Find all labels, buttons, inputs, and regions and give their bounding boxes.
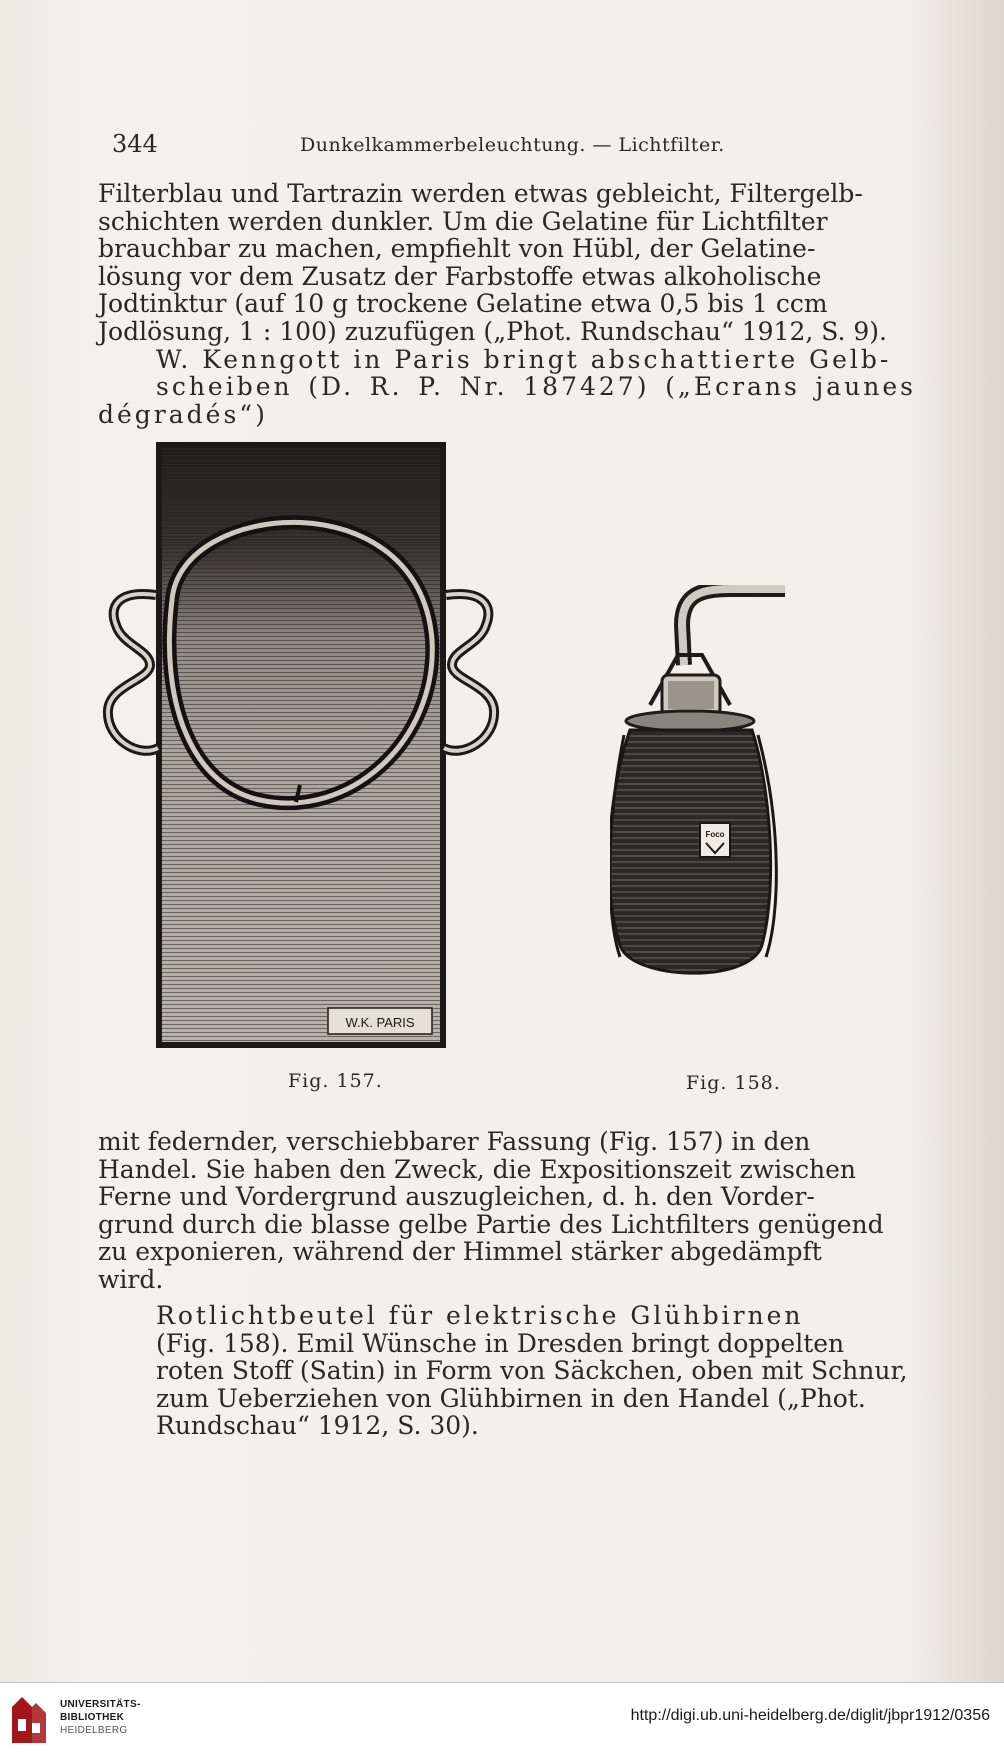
plate-label: W.K. PARIS bbox=[345, 1015, 415, 1030]
text-block-middle bbox=[98, 1128, 916, 1294]
figure-158 bbox=[610, 585, 900, 1060]
library-logo-icon bbox=[8, 1693, 52, 1745]
caption-fig-157: Fig. 157. bbox=[288, 1070, 383, 1092]
running-title: Dunkelkammerbeleuchtung. — Lichtfilter. bbox=[300, 134, 725, 156]
caption-fig-158: Fig. 158. bbox=[686, 1072, 781, 1094]
bulb-bag-illustration bbox=[610, 585, 900, 1060]
text-block-bottom bbox=[98, 1302, 916, 1440]
filter-holder-illustration bbox=[100, 440, 550, 1060]
library-name: UNIVERSITÄTS- BIBLIOTHEK HEIDELBERG bbox=[60, 1699, 141, 1736]
paragraph-3: mit federnder, verschiebbarer Fassung (Fig. 157) in den Handel. Sie haben den Zweck, die Expositionszeit zwischen Ferne und Vordergrund auszugleichen, d. h. den Vorder- grund durch die blasse gelbe Partie des Lichtfilters genügend zu exponieren, während der Himmel stärker abgedämpft wird. bbox=[98, 1127, 884, 1294]
text-block-top bbox=[98, 180, 916, 428]
page-number: 344 bbox=[112, 130, 158, 158]
figure-157 bbox=[100, 440, 550, 1060]
paragraph-2: W. Kenngott in Paris bringt abschattierte Gelb- scheiben (D. R. P. Nr. 187427) („Ecrans jaunes dégradés“) bbox=[98, 344, 916, 429]
bag-label: Foco bbox=[705, 830, 725, 839]
viewer-footer bbox=[0, 1682, 1004, 1755]
paragraph-1: Filterblau und Tartrazin werden etwas gebleicht, Filtergelb- schichten werden dunkler. Um die Gelatine für Lichtfilter brauchbar zu machen, empfiehlt von Hübl, der Gelatine- lösung vor dem Zusatz der Farbstoffe etwas alkoholische Jodtinktur (auf 10 g trockene Gelatine etwa 0,5 bis 1 ccm Jodlösung, 1 : 100) zuzufügen („Phot. Rundschau“ 1912, S. 9). bbox=[98, 179, 888, 346]
paragraph-4: Rotlichtbeutel für elektrische Glühbirnen (Fig. 158). Emil Wünsche in Dresden bringt doppelten roten Stoff (Satin) in Form von Säckchen, oben mit Schnur, zum Ueberziehen von Glühbirnen in den Handel („Phot. Rundschau“ 1912, S. 30). bbox=[156, 1301, 908, 1441]
permalink-url[interactable]: http://digi.ub.uni-heidelberg.de/diglit/jbpr1912/0356 bbox=[630, 1707, 990, 1724]
running-head bbox=[110, 130, 920, 160]
